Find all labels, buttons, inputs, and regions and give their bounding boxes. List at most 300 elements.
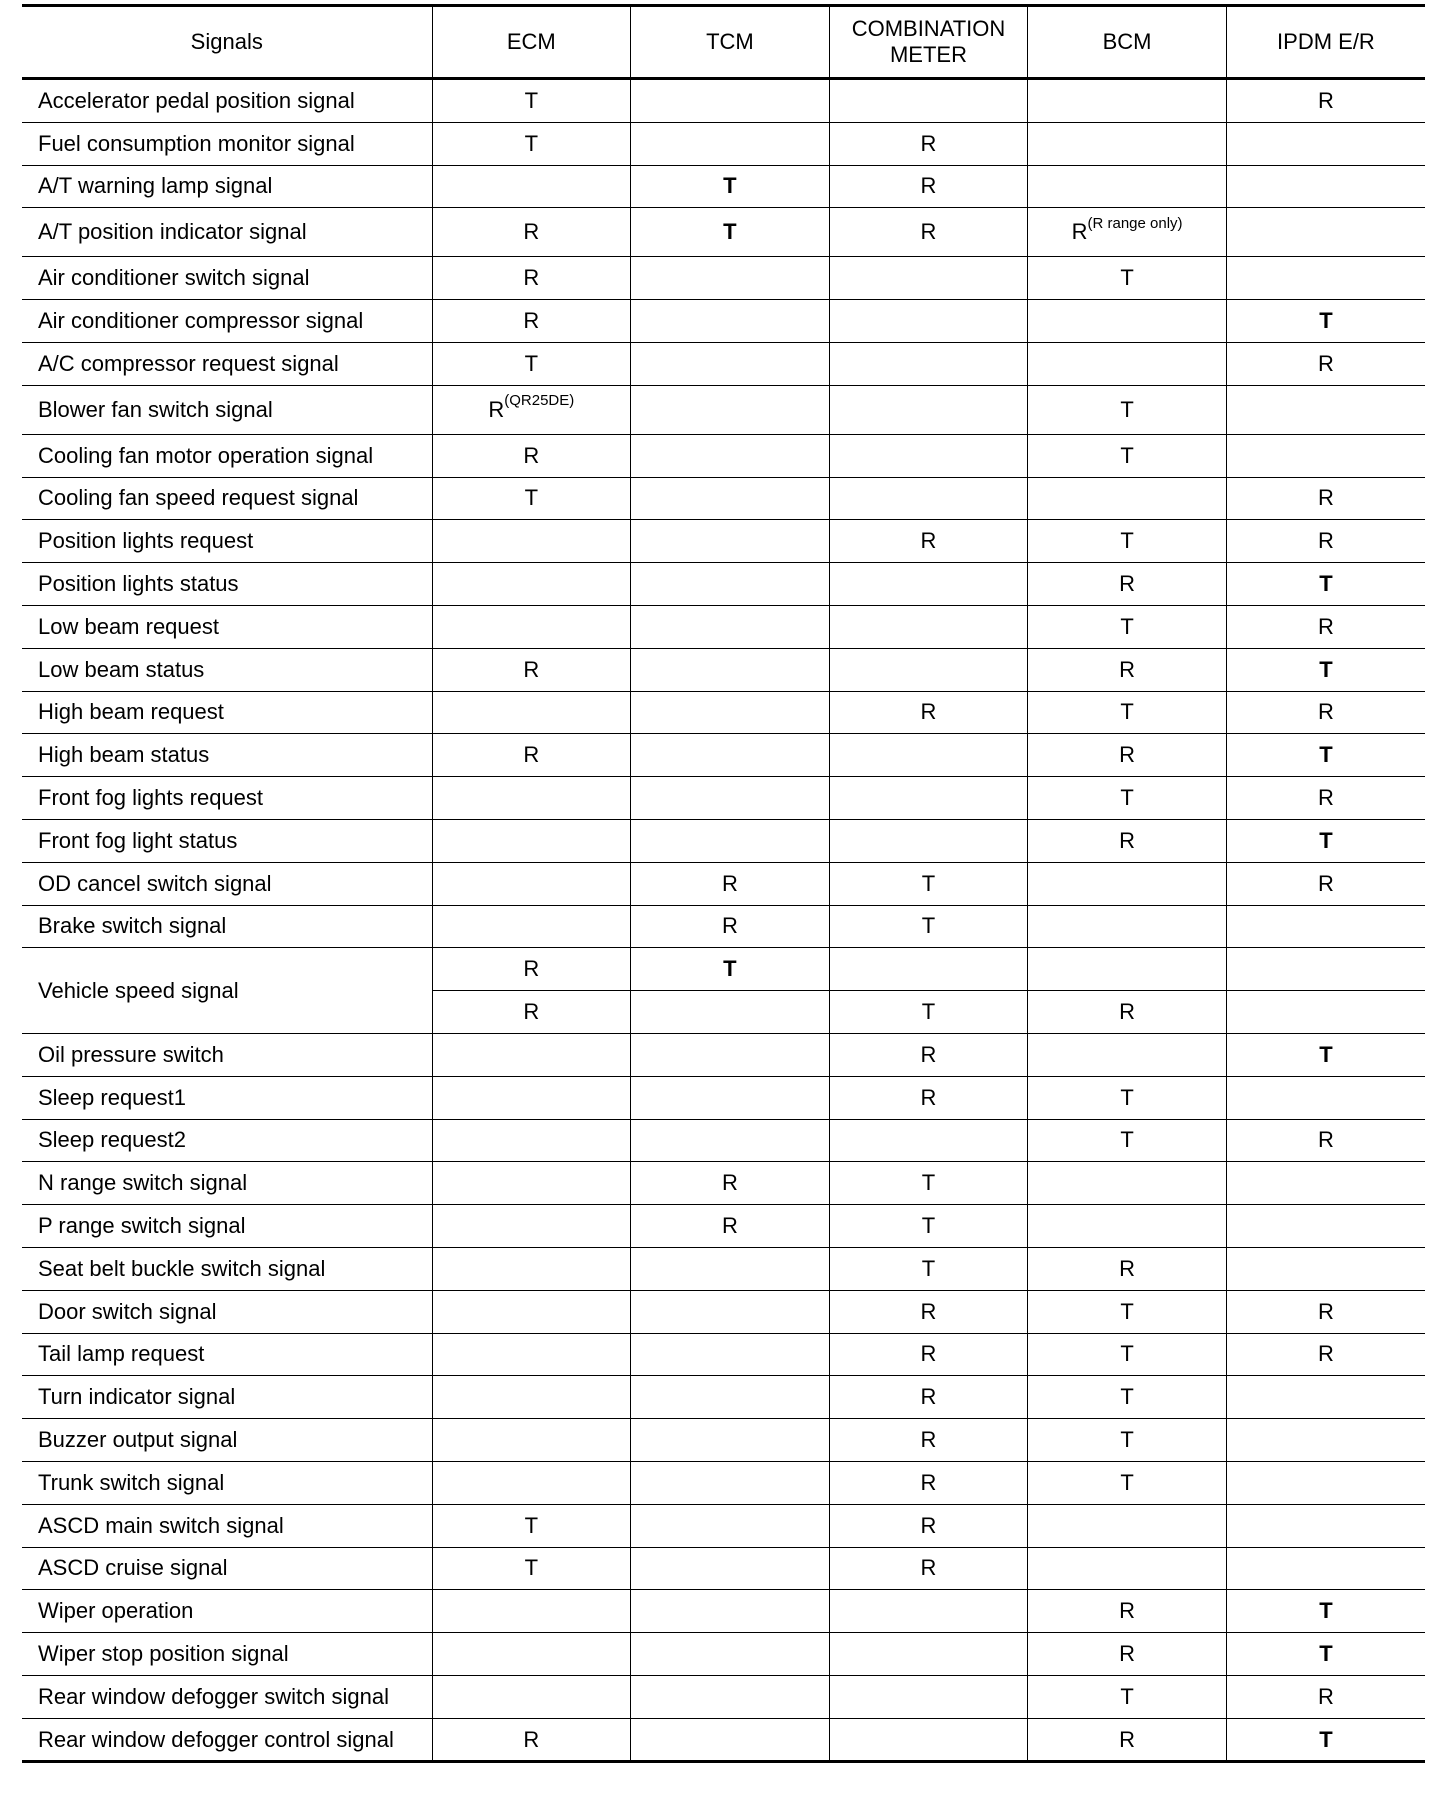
cell-ipdm-er bbox=[1226, 342, 1425, 385]
signal-name-cell: ASCD main switch signal bbox=[22, 1504, 432, 1547]
table-row bbox=[22, 563, 1425, 606]
cell-tcm bbox=[631, 300, 830, 343]
signal-name-cell: Low beam status bbox=[22, 648, 432, 691]
cell-bcm bbox=[1028, 563, 1227, 606]
cell-bcm bbox=[1028, 1547, 1227, 1590]
signal-name-cell: A/C compressor request signal bbox=[22, 342, 432, 385]
mark-letter: R bbox=[1317, 785, 1334, 811]
transmit-mark bbox=[1120, 1341, 1133, 1367]
table-row bbox=[22, 79, 1425, 123]
cell-tcm bbox=[631, 434, 830, 477]
cell-combination-meter bbox=[829, 477, 1028, 520]
cell-combination-meter bbox=[829, 1333, 1028, 1376]
cell-ipdm-er bbox=[1226, 434, 1425, 477]
cell-tcm bbox=[631, 605, 830, 648]
table-row bbox=[22, 1376, 1425, 1419]
cell-combination-meter bbox=[829, 1247, 1028, 1290]
table-row bbox=[22, 1290, 1425, 1333]
cell-ecm bbox=[432, 862, 631, 905]
cell-combination-meter bbox=[829, 819, 1028, 862]
cell-ecm bbox=[432, 777, 631, 820]
transmit-mark bbox=[922, 1256, 935, 1282]
mark-letter: T bbox=[1120, 1469, 1134, 1495]
signal-name-cell: Door switch signal bbox=[22, 1290, 432, 1333]
cell-tcm bbox=[631, 777, 830, 820]
cell-tcm bbox=[631, 563, 830, 606]
signal-name-cell: Fuel consumption monitor signal bbox=[22, 122, 432, 165]
cell-combination-meter bbox=[829, 208, 1028, 257]
mark-letter: R bbox=[920, 1469, 937, 1495]
table-row bbox=[22, 477, 1425, 520]
receive-mark bbox=[921, 1555, 937, 1581]
cell-bcm bbox=[1028, 1419, 1227, 1462]
table-row bbox=[22, 1675, 1425, 1718]
cell-bcm bbox=[1028, 862, 1227, 905]
cell-ecm bbox=[432, 1419, 631, 1462]
cell-bcm bbox=[1028, 1461, 1227, 1504]
cell-ipdm-er bbox=[1226, 734, 1425, 777]
receive-mark bbox=[722, 871, 738, 897]
signal-name-cell: Cooling fan speed request signal bbox=[22, 477, 432, 520]
mark-letter: R bbox=[721, 913, 738, 939]
cell-ecm bbox=[432, 342, 631, 385]
receive-mark bbox=[523, 219, 539, 245]
signal-name-cell: A/T warning lamp signal bbox=[22, 165, 432, 208]
cell-ecm bbox=[432, 1547, 631, 1590]
cell-ecm bbox=[432, 1718, 631, 1762]
mark-letter: T bbox=[921, 999, 936, 1025]
signal-name-cell: High beam request bbox=[22, 691, 432, 734]
cell-combination-meter bbox=[829, 165, 1028, 208]
receive-mark bbox=[1119, 828, 1135, 854]
cell-combination-meter bbox=[829, 434, 1028, 477]
table-row bbox=[22, 1590, 1425, 1633]
cell-tcm bbox=[631, 1076, 830, 1119]
cell-bcm bbox=[1028, 1162, 1227, 1205]
table-row bbox=[22, 122, 1425, 165]
transmit-mark bbox=[1120, 1384, 1133, 1410]
column-header-ipdm-er: IPDM E/R bbox=[1226, 6, 1425, 79]
mark-letter: T bbox=[1120, 1384, 1134, 1410]
cell-ipdm-er bbox=[1226, 1504, 1425, 1547]
mark-letter: R bbox=[1119, 1598, 1136, 1624]
column-header-bcm: BCM bbox=[1028, 6, 1227, 79]
cell-ecm bbox=[432, 563, 631, 606]
mark-letter: T bbox=[1319, 1041, 1333, 1067]
receive-mark bbox=[1119, 571, 1135, 597]
transmit-mark bbox=[723, 219, 736, 245]
receive-mark bbox=[523, 265, 539, 291]
transmit-mark bbox=[525, 485, 538, 511]
mark-letter: R bbox=[1119, 742, 1136, 768]
cell-ecm bbox=[432, 257, 631, 300]
signal-name-cell: Tail lamp request bbox=[22, 1333, 432, 1376]
mark-letter: R bbox=[920, 173, 937, 199]
cell-bcm bbox=[1028, 1633, 1227, 1676]
cell-bcm bbox=[1028, 991, 1227, 1034]
signal-name-cell: Trunk switch signal bbox=[22, 1461, 432, 1504]
cell-ipdm-er bbox=[1226, 208, 1425, 257]
table-row bbox=[22, 165, 1425, 208]
mark-letter: T bbox=[1319, 308, 1333, 334]
transmit-mark bbox=[1120, 785, 1133, 811]
cell-combination-meter bbox=[829, 1461, 1028, 1504]
mark-letter: R bbox=[920, 1298, 937, 1324]
mark-letter: T bbox=[921, 1170, 936, 1196]
mark-letter: T bbox=[1120, 785, 1134, 811]
cell-ecm bbox=[432, 1633, 631, 1676]
transmit-mark bbox=[525, 1555, 538, 1581]
mark-letter: R bbox=[1317, 87, 1334, 113]
transmit-mark bbox=[1319, 571, 1332, 597]
cell-tcm bbox=[631, 1675, 830, 1718]
transmit-mark bbox=[525, 131, 538, 157]
table-row bbox=[22, 1119, 1425, 1162]
cell-ecm bbox=[432, 605, 631, 648]
table-row bbox=[22, 905, 1425, 948]
signal-name-cell: Buzzer output signal bbox=[22, 1419, 432, 1462]
cell-ipdm-er bbox=[1226, 477, 1425, 520]
mark-letter: T bbox=[1319, 1726, 1333, 1752]
mark-letter: R bbox=[1071, 219, 1088, 245]
table-row bbox=[22, 1205, 1425, 1248]
cell-ecm bbox=[432, 734, 631, 777]
transmit-mark bbox=[1319, 742, 1332, 768]
receive-mark bbox=[921, 131, 937, 157]
signal-name-cell: Wiper stop position signal bbox=[22, 1633, 432, 1676]
transmit-mark bbox=[1120, 614, 1133, 640]
transmit-mark bbox=[525, 351, 538, 377]
receive-mark bbox=[921, 173, 937, 199]
receive-mark bbox=[1318, 528, 1334, 554]
signal-name-cell: Oil pressure switch bbox=[22, 1033, 432, 1076]
cell-ipdm-er bbox=[1226, 1419, 1425, 1462]
mark-letter: R bbox=[1317, 1341, 1334, 1367]
mark-letter: R bbox=[523, 265, 540, 291]
cell-bcm bbox=[1028, 819, 1227, 862]
cell-ipdm-er bbox=[1226, 1333, 1425, 1376]
cell-bcm bbox=[1028, 520, 1227, 563]
receive-mark bbox=[1119, 657, 1135, 683]
mark-letter: T bbox=[1120, 265, 1134, 291]
cell-bcm bbox=[1028, 165, 1227, 208]
mark-letter: R bbox=[523, 308, 540, 334]
mark-letter: R bbox=[920, 699, 937, 725]
cell-bcm bbox=[1028, 257, 1227, 300]
mark-footnote: (QR25DE) bbox=[504, 392, 575, 410]
table-row bbox=[22, 1718, 1425, 1762]
cell-combination-meter bbox=[829, 300, 1028, 343]
cell-ipdm-er bbox=[1226, 385, 1425, 434]
mark-letter: T bbox=[1120, 613, 1134, 639]
mark-letter: T bbox=[1120, 442, 1134, 468]
receive-mark bbox=[921, 1384, 937, 1410]
cell-tcm bbox=[631, 648, 830, 691]
transmit-mark bbox=[723, 173, 736, 199]
table-header bbox=[22, 6, 1425, 79]
cell-ipdm-er bbox=[1226, 1205, 1425, 1248]
cell-tcm bbox=[631, 1333, 830, 1376]
cell-tcm bbox=[631, 342, 830, 385]
cell-ipdm-er bbox=[1226, 1162, 1425, 1205]
cell-ipdm-er bbox=[1226, 1675, 1425, 1718]
transmit-mark bbox=[723, 956, 736, 982]
cell-bcm bbox=[1028, 1333, 1227, 1376]
signal-name-cell: Position lights status bbox=[22, 563, 432, 606]
cell-ecm bbox=[432, 1461, 631, 1504]
table-row bbox=[22, 434, 1425, 477]
cell-tcm bbox=[631, 1590, 830, 1633]
table-row bbox=[22, 300, 1425, 343]
cell-ipdm-er bbox=[1226, 862, 1425, 905]
cell-combination-meter bbox=[829, 948, 1028, 991]
cell-tcm bbox=[631, 1547, 830, 1590]
cell-combination-meter bbox=[829, 1590, 1028, 1633]
cell-ipdm-er bbox=[1226, 905, 1425, 948]
cell-tcm bbox=[631, 385, 830, 434]
cell-combination-meter bbox=[829, 605, 1028, 648]
mark-letter: T bbox=[1120, 1683, 1134, 1709]
mark-letter: T bbox=[524, 87, 539, 113]
cell-bcm bbox=[1028, 1247, 1227, 1290]
mark-letter: T bbox=[1319, 1598, 1333, 1624]
mark-letter: R bbox=[920, 1084, 937, 1110]
mark-letter: R bbox=[1119, 1640, 1136, 1666]
cell-tcm bbox=[631, 1419, 830, 1462]
signal-name-cell: High beam status bbox=[22, 734, 432, 777]
signal-name-cell: Front fog lights request bbox=[22, 777, 432, 820]
signal-name-cell: P range switch signal bbox=[22, 1205, 432, 1248]
mark-letter: T bbox=[1319, 742, 1333, 768]
table-row bbox=[22, 1419, 1425, 1462]
mark-letter: T bbox=[524, 1512, 539, 1538]
mark-letter: R bbox=[488, 396, 505, 422]
cell-combination-meter bbox=[829, 1376, 1028, 1419]
cell-combination-meter bbox=[829, 122, 1028, 165]
cell-tcm bbox=[631, 734, 830, 777]
cell-ipdm-er bbox=[1226, 1590, 1425, 1633]
cell-ipdm-er bbox=[1226, 1376, 1425, 1419]
signal-name-cell: OD cancel switch signal bbox=[22, 862, 432, 905]
table-row bbox=[22, 734, 1425, 777]
mark-letter: T bbox=[524, 1555, 539, 1581]
cell-tcm bbox=[631, 477, 830, 520]
cell-bcm bbox=[1028, 1033, 1227, 1076]
table-row bbox=[22, 862, 1425, 905]
signal-name-cell: Blower fan switch signal bbox=[22, 385, 432, 434]
receive-mark bbox=[523, 742, 539, 768]
table-row bbox=[22, 385, 1425, 434]
transmit-mark bbox=[1319, 308, 1332, 334]
mark-letter: T bbox=[921, 1255, 936, 1281]
signal-name-cell: N range switch signal bbox=[22, 1162, 432, 1205]
cell-tcm bbox=[631, 1119, 830, 1162]
table-row bbox=[22, 948, 1425, 991]
table-row bbox=[22, 1504, 1425, 1547]
cell-ipdm-er bbox=[1226, 605, 1425, 648]
cell-combination-meter bbox=[829, 520, 1028, 563]
header-row bbox=[22, 6, 1425, 79]
receive-mark bbox=[523, 956, 539, 982]
receive-mark bbox=[1318, 1684, 1334, 1710]
cell-ipdm-er bbox=[1226, 520, 1425, 563]
mark-letter: R bbox=[920, 219, 937, 245]
table-row bbox=[22, 1033, 1425, 1076]
cell-bcm bbox=[1028, 905, 1227, 948]
mark-letter: T bbox=[1120, 1341, 1134, 1367]
transmit-mark bbox=[922, 999, 935, 1025]
signal-name-cell: Front fog light status bbox=[22, 819, 432, 862]
cell-bcm bbox=[1028, 1376, 1227, 1419]
cell-bcm bbox=[1028, 605, 1227, 648]
receive-mark bbox=[1318, 1341, 1334, 1367]
cell-tcm bbox=[631, 1290, 830, 1333]
cell-tcm bbox=[631, 1205, 830, 1248]
mark-letter: R bbox=[523, 999, 540, 1025]
receive-mark bbox=[1318, 351, 1334, 377]
signal-name-cell: Low beam request bbox=[22, 605, 432, 648]
receive-mark bbox=[523, 657, 539, 683]
table-row bbox=[22, 1333, 1425, 1376]
cell-ipdm-er bbox=[1226, 948, 1425, 991]
transmit-mark bbox=[1120, 1299, 1133, 1325]
mark-letter: R bbox=[920, 1041, 937, 1067]
cell-combination-meter bbox=[829, 1162, 1028, 1205]
cell-bcm bbox=[1028, 648, 1227, 691]
transmit-mark bbox=[1120, 699, 1133, 725]
mark-letter: T bbox=[1120, 1127, 1134, 1153]
mark-letter: T bbox=[1120, 699, 1134, 725]
table-row bbox=[22, 605, 1425, 648]
cell-combination-meter bbox=[829, 734, 1028, 777]
receive-mark bbox=[523, 999, 539, 1025]
mark-letter: T bbox=[524, 485, 539, 511]
column-header-signals: Signals bbox=[22, 6, 432, 79]
cell-ecm bbox=[432, 905, 631, 948]
receive-mark bbox=[523, 443, 539, 469]
table-row bbox=[22, 1162, 1425, 1205]
mark-letter: T bbox=[723, 219, 737, 245]
receive-mark bbox=[1318, 785, 1334, 811]
table-row bbox=[22, 257, 1425, 300]
transmit-mark bbox=[1319, 1727, 1332, 1753]
receive-mark bbox=[722, 1170, 738, 1196]
receive-mark bbox=[921, 1042, 937, 1068]
cell-bcm bbox=[1028, 1718, 1227, 1762]
cell-combination-meter bbox=[829, 1504, 1028, 1547]
transmit-mark bbox=[525, 1513, 538, 1539]
mark-letter: T bbox=[723, 173, 737, 199]
mark-letter: R bbox=[1317, 1298, 1334, 1324]
mark-letter: T bbox=[1319, 656, 1333, 682]
cell-combination-meter bbox=[829, 1119, 1028, 1162]
cell-ecm bbox=[432, 1076, 631, 1119]
cell-ecm bbox=[432, 1290, 631, 1333]
table-row bbox=[22, 691, 1425, 734]
transmit-mark bbox=[1120, 1427, 1133, 1453]
cell-tcm bbox=[631, 1376, 830, 1419]
cell-tcm bbox=[631, 1633, 830, 1676]
receive-mark bbox=[921, 1341, 937, 1367]
cell-tcm bbox=[631, 1504, 830, 1547]
mark-letter: R bbox=[523, 656, 540, 682]
cell-bcm bbox=[1028, 1290, 1227, 1333]
cell-ipdm-er bbox=[1226, 777, 1425, 820]
transmit-mark bbox=[1120, 528, 1133, 554]
receive-mark bbox=[722, 1213, 738, 1239]
cell-ecm bbox=[432, 385, 631, 434]
mark-letter: R bbox=[1119, 999, 1136, 1025]
cell-combination-meter bbox=[829, 1633, 1028, 1676]
receive-mark bbox=[1318, 1127, 1334, 1153]
mark-letter: R bbox=[1119, 827, 1136, 853]
cell-ipdm-er bbox=[1226, 1633, 1425, 1676]
signal-name-cell: Turn indicator signal bbox=[22, 1376, 432, 1419]
cell-ecm bbox=[432, 648, 631, 691]
cell-bcm bbox=[1028, 79, 1227, 123]
receive-mark bbox=[921, 1085, 937, 1111]
mark-letter: T bbox=[921, 870, 936, 896]
table-row bbox=[22, 208, 1425, 257]
cell-ecm bbox=[432, 165, 631, 208]
cell-ecm bbox=[432, 208, 631, 257]
transmit-mark bbox=[922, 913, 935, 939]
signal-name-cell: Air conditioner compressor signal bbox=[22, 300, 432, 343]
mark-letter: T bbox=[1319, 1640, 1333, 1666]
cell-ipdm-er bbox=[1226, 1718, 1425, 1762]
table-row bbox=[22, 1633, 1425, 1676]
cell-bcm bbox=[1028, 1675, 1227, 1718]
table-row bbox=[22, 1461, 1425, 1504]
receive-mark bbox=[1119, 1256, 1135, 1282]
cell-ecm bbox=[432, 691, 631, 734]
transmit-mark bbox=[1120, 397, 1133, 423]
cell-combination-meter bbox=[829, 691, 1028, 734]
signal-name-cell: Accelerator pedal position signal bbox=[22, 79, 432, 123]
mark-letter: T bbox=[524, 350, 539, 376]
column-header-tcm: TCM bbox=[631, 6, 830, 79]
signal-name-cell: ASCD cruise signal bbox=[22, 1547, 432, 1590]
cell-bcm bbox=[1028, 1590, 1227, 1633]
receive-mark bbox=[1318, 88, 1334, 114]
cell-tcm bbox=[631, 122, 830, 165]
receive-mark bbox=[1318, 699, 1334, 725]
cell-ecm bbox=[432, 1162, 631, 1205]
cell-tcm bbox=[631, 991, 830, 1034]
cell-ecm bbox=[432, 1504, 631, 1547]
receive-mark bbox=[1318, 1299, 1334, 1325]
cell-ecm bbox=[432, 1119, 631, 1162]
signal-name-cell: Sleep request2 bbox=[22, 1119, 432, 1162]
cell-ipdm-er bbox=[1226, 1076, 1425, 1119]
cell-ecm bbox=[432, 991, 631, 1034]
cell-bcm bbox=[1028, 1205, 1227, 1248]
cell-ecm bbox=[432, 1333, 631, 1376]
signal-name-cell: Rear window defogger switch signal bbox=[22, 1675, 432, 1718]
receive-mark bbox=[1318, 614, 1334, 640]
cell-bcm bbox=[1028, 1119, 1227, 1162]
signal-name-cell: Brake switch signal bbox=[22, 905, 432, 948]
cell-ipdm-er bbox=[1226, 79, 1425, 123]
receive-mark bbox=[1318, 871, 1334, 897]
transmit-mark bbox=[1120, 1127, 1133, 1153]
cell-bcm bbox=[1028, 342, 1227, 385]
transmit-mark bbox=[1319, 1641, 1332, 1667]
cell-tcm bbox=[631, 79, 830, 123]
cell-tcm bbox=[631, 862, 830, 905]
cell-ipdm-er bbox=[1226, 165, 1425, 208]
transmit-mark bbox=[1319, 1042, 1332, 1068]
